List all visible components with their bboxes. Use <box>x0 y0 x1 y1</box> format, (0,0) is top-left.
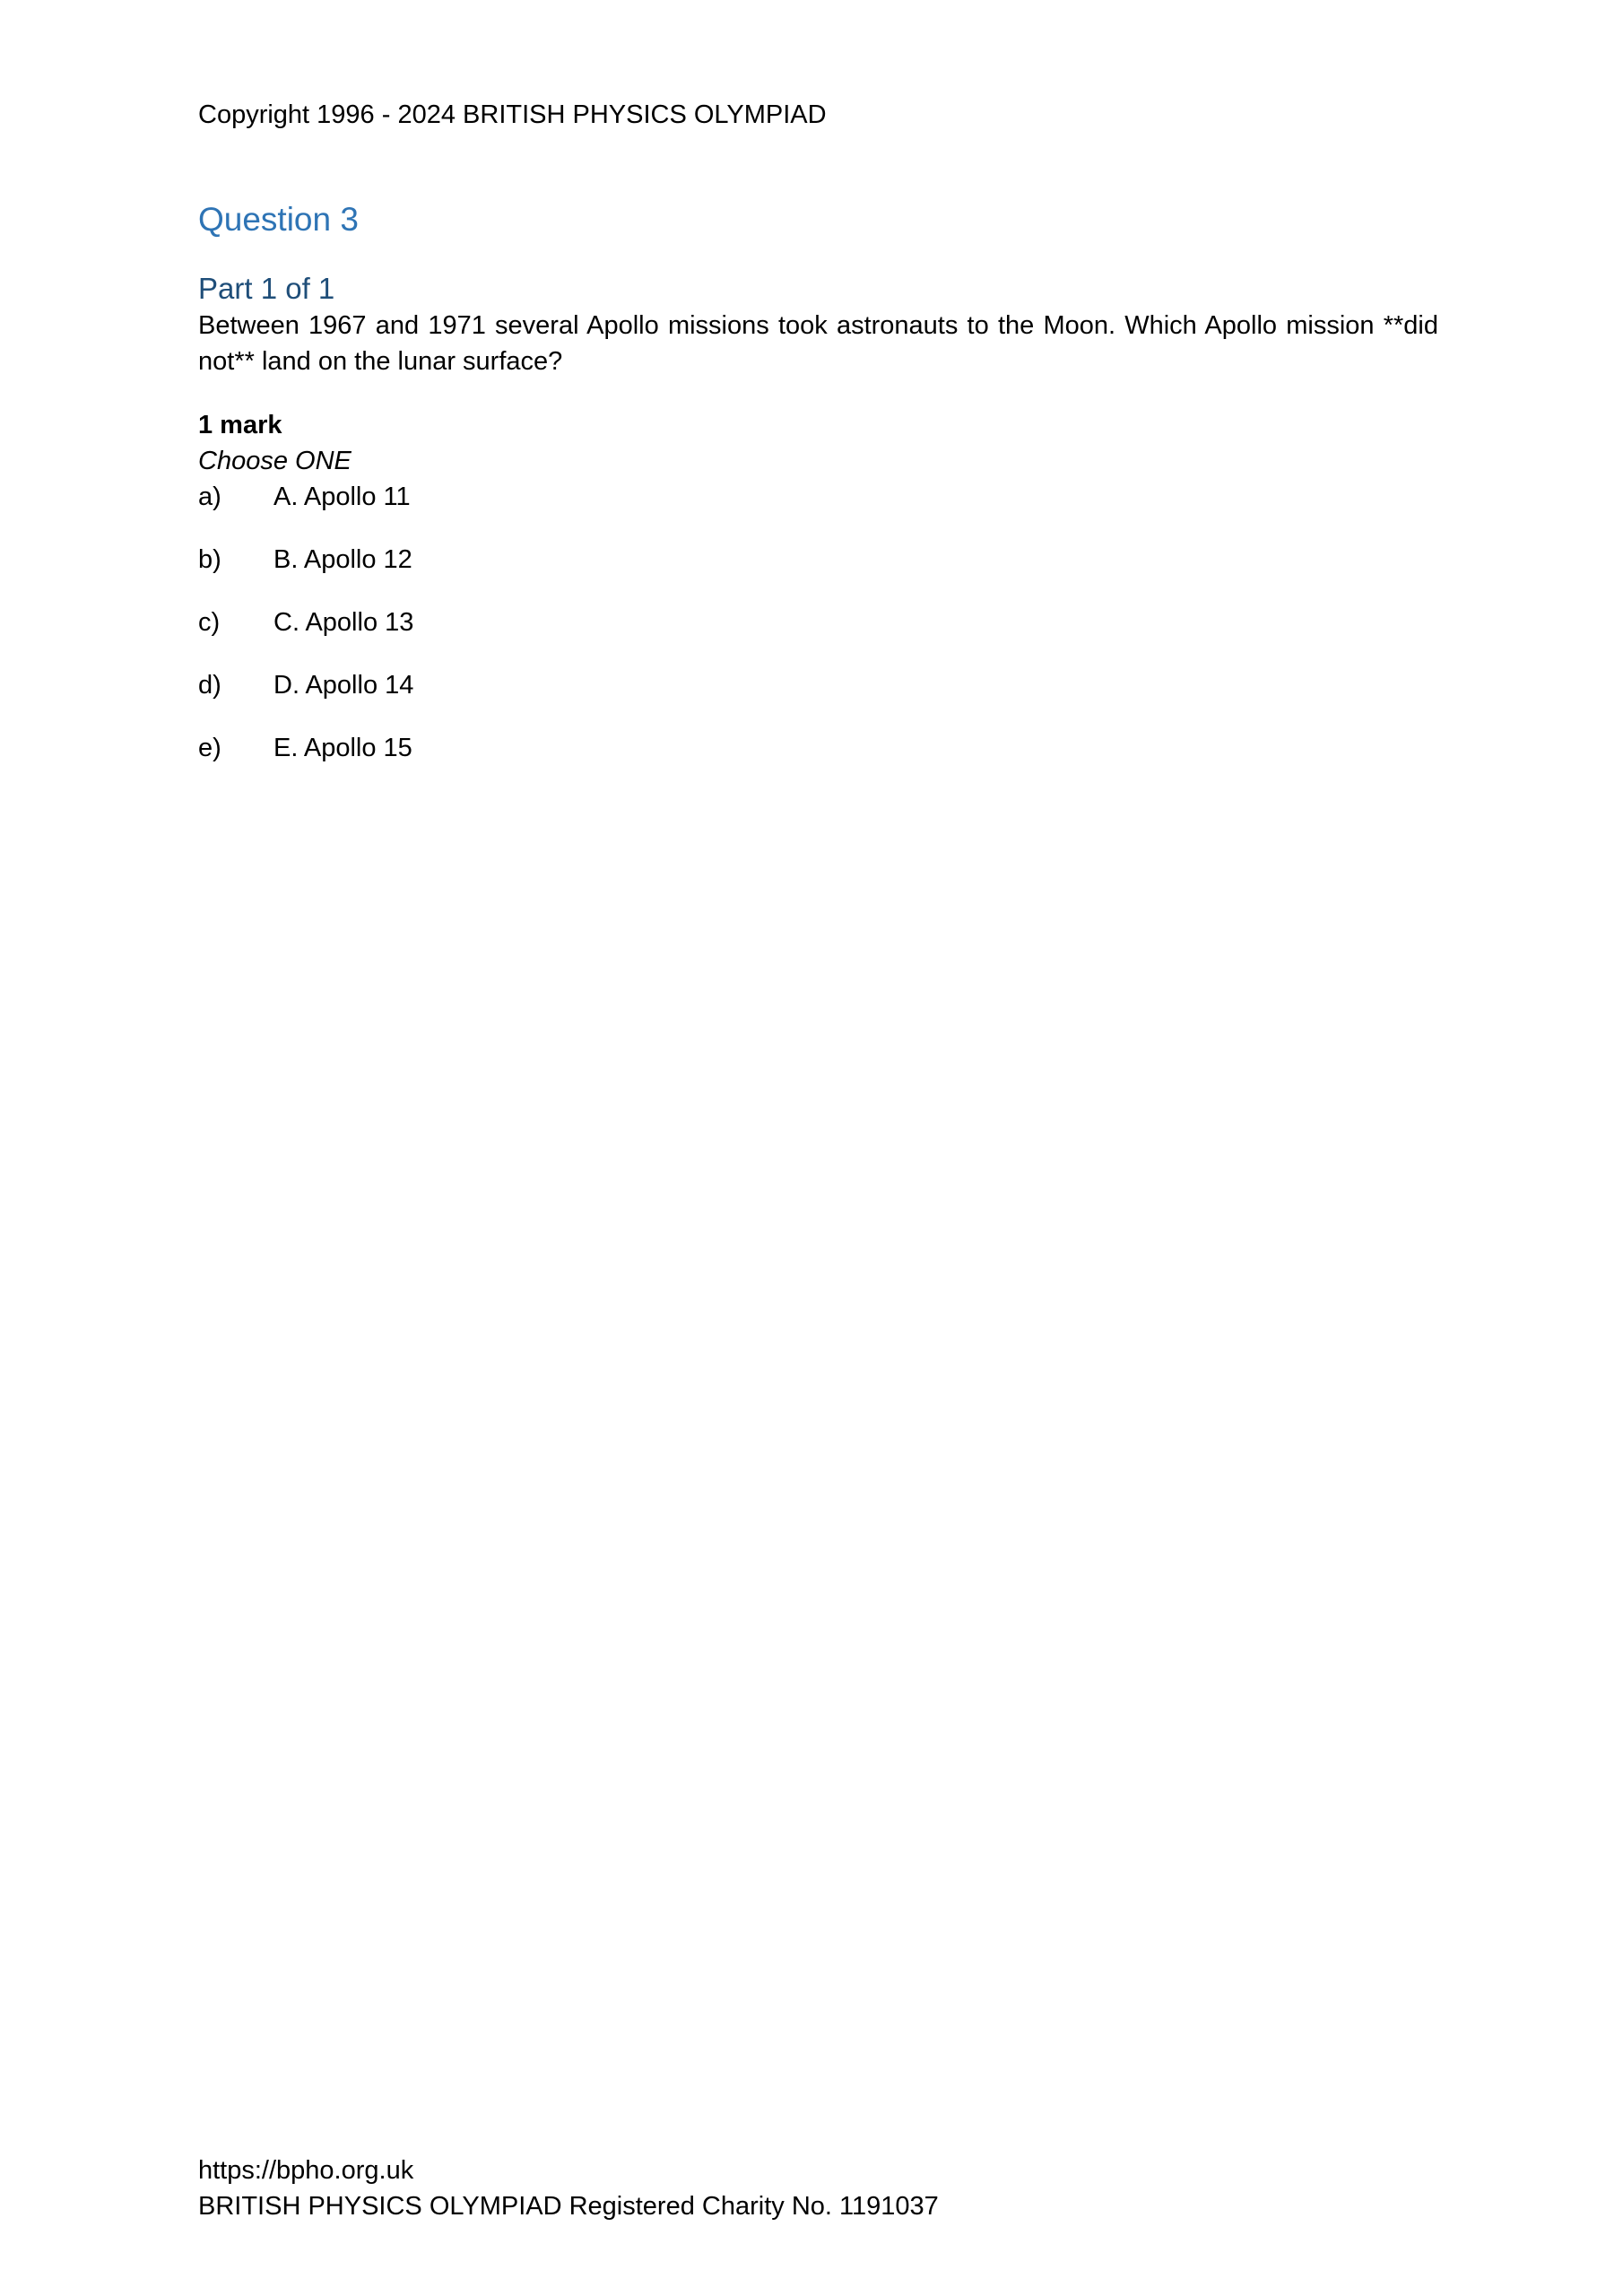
answer-options <box>198 479 916 793</box>
footer-url: https://bpho.org.uk <box>198 2156 414 2185</box>
marks-label: 1 mark <box>198 411 282 439</box>
option-text: B. Apollo 12 <box>273 545 412 574</box>
option-letter: a) <box>198 483 221 511</box>
option-b[interactable] <box>198 542 916 604</box>
option-e[interactable] <box>198 730 916 793</box>
question-text: Between 1967 and 1971 several Apollo missions took astronauts to the Moon. Which Apollo mission **did not** land on the lunar surface? <box>198 311 1438 376</box>
copyright-notice: Copyright 1996 - 2024 BRITISH PHYSICS OLYMPIAD <box>198 100 827 129</box>
option-text: C. Apollo 13 <box>273 608 414 637</box>
part-title: Part 1 of 1 <box>198 272 335 305</box>
option-a[interactable] <box>198 479 916 542</box>
option-letter: e) <box>198 734 221 762</box>
question-title: Question 3 <box>198 201 359 238</box>
option-d[interactable] <box>198 667 916 730</box>
option-text: A. Apollo 11 <box>273 483 411 511</box>
option-text: D. Apollo 14 <box>273 671 414 700</box>
option-c[interactable] <box>198 604 916 667</box>
option-letter: d) <box>198 671 221 700</box>
option-letter: b) <box>198 545 221 574</box>
option-text: E. Apollo 15 <box>273 734 412 762</box>
option-letter: c) <box>198 608 221 637</box>
footer-charity-notice: BRITISH PHYSICS OLYMPIAD Registered Charity No. 1191037 <box>198 2192 939 2221</box>
instruction-text: Choose ONE <box>198 447 352 475</box>
